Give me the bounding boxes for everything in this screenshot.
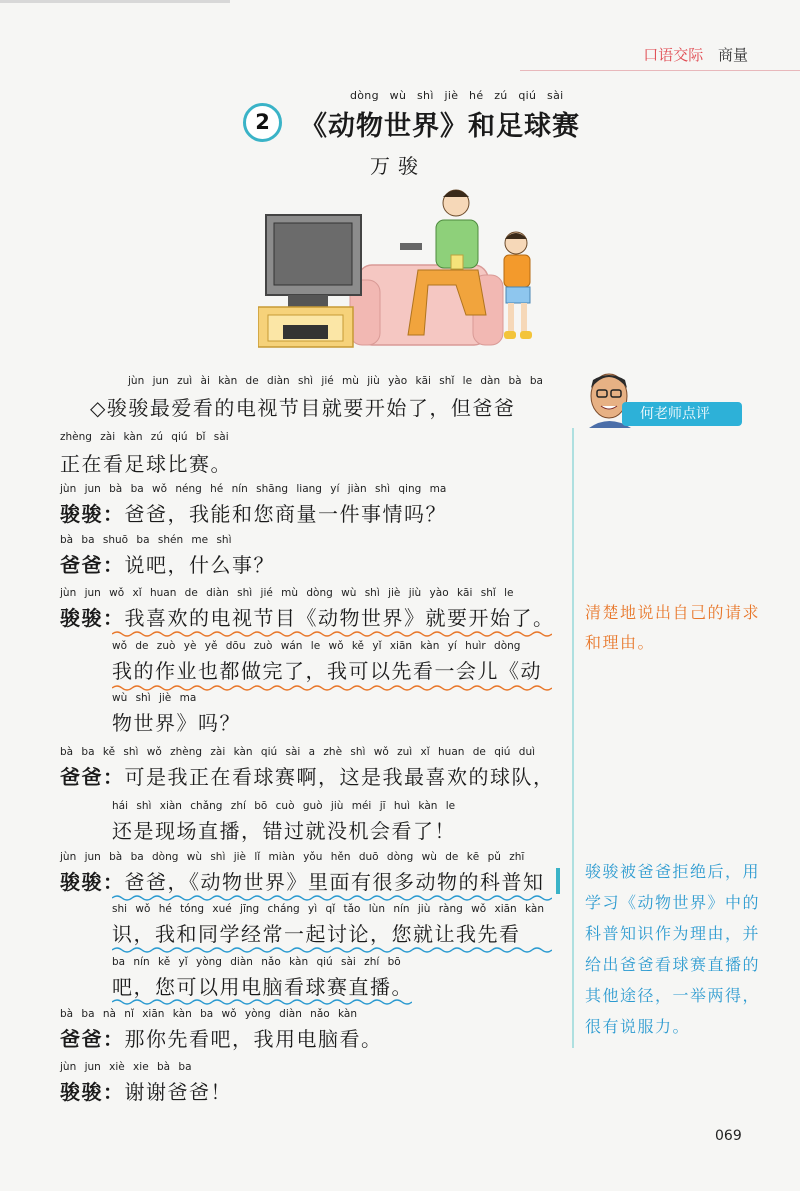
pinyin-line-6: wǒ de zuò yè yě dōu zuò wán le wǒ kě yǐ xiān kàn yí huìr dòng [112,640,521,652]
pinyin-line-12: ba nín kě yǐ yòng diàn nǎo kàn qiú sài zhí bō [112,956,401,968]
speech-text: 谢谢爸爸！ [124,1080,232,1104]
header-subsection: 商量 [717,46,748,64]
pinyin-line-7: wù shì jiè ma [112,692,197,704]
dialogue-line-11: 识，我和同学经常一起讨论，您就让我先看 [112,922,521,946]
page-number: 069 [715,1128,742,1144]
speech-text: 爸爸，《动物世界》里面有很多动物的科普知 [124,870,545,894]
header-section: 口语交际 [643,46,704,64]
speech-text: 可是我正在看球赛啊，这是我最喜欢的球队， [124,765,555,789]
dialogue-line-3 [60,498,447,527]
speaker-label: 爸爸： [60,765,125,789]
speaker-label: 骏骏： [60,502,125,526]
dialogue-line-14 [60,1076,232,1105]
speaker-label: 骏骏： [60,1080,125,1104]
comment-blue: 骏骏被爸爸拒绝后，用学习《动物世界》中的科普知识作为理由，并给出爸爸看球赛直播的其他途径，一举两得，很有说服力。 [585,862,761,1036]
pinyin-line-4: bà ba shuō ba shén me shì [60,534,232,546]
top-edge-bar [0,0,230,3]
speech-text: 我喜欢的电视节目《动物世界》就要开始了。 [124,606,555,630]
pinyin-line-10: jùn jun bà ba dòng wù shì jiè lǐ miàn yǒu hěn duō dòng wù de kē pǔ zhī [60,851,525,863]
blue-wavy-underline [112,998,412,1006]
speaker-label: 骏骏： [60,606,125,630]
dialogue-line-13 [60,1023,383,1052]
narration-line-2: 正在看足球比赛。 [60,452,232,476]
speaker-label: 爸爸： [60,553,125,577]
speech-text: 爸爸，我能和您商量一件事情吗？ [124,502,447,526]
pinyin-line-11: shi wǒ hé tóng xué jīng cháng yì qǐ tǎo lùn nín jiù ràng wǒ xiān kàn [112,903,545,915]
dialogue-line-9: 还是现场直播，错过就没机会看了！ [112,819,456,843]
pinyin-line-2: zhèng zài kàn zú qiú bǐ sài [60,431,229,443]
sidebar-divider [572,428,574,1048]
dialogue-line-4 [60,549,275,578]
title-pinyin: dòng wù shì jiè hé zú qiú sài [350,89,564,102]
page-title: 《动物世界》和足球赛 [300,111,580,142]
narration-line-1: ◇骏骏最爱看的电视节目就要开始了，但爸爸 [90,396,516,420]
orange-wavy-underline [112,684,552,692]
pinyin-line-14: jùn jun xiè xie bà ba [60,1061,192,1073]
speech-text: 说吧，什么事？ [124,553,275,577]
author-name: 万骏 [370,154,426,178]
pinyin-line-5: jùn jun wǒ xǐ huan de diàn shì jié mù dòng wù shì jiè jiù yào kāi shǐ le [60,587,514,599]
tv-family-illustration [258,185,558,355]
dialogue-line-12: 吧，您可以用电脑看球赛直播。 [112,975,413,999]
lesson-number: 2 [243,103,282,142]
dialogue-line-5 [60,602,555,631]
orange-wavy-underline [112,630,552,638]
pinyin-line-9: hái shì xiàn chǎng zhí bō cuò guò jiù méi jī huì kàn le [112,800,456,812]
teacher-comment-badge: 何老师点评 [622,402,742,426]
page-header [643,44,748,65]
header-rule [520,70,800,71]
dialogue-line-10 [60,866,545,895]
pinyin-line-13: bà ba nà nǐ xiān kàn ba wǒ yòng diàn nǎo kàn [60,1008,358,1020]
pinyin-line-8: bà ba kě shì wǒ zhèng zài kàn qiú sài a zhè shì wǒ zuì xǐ huan de qiú duì [60,746,536,758]
speech-text: 那你先看吧，我用电脑看。 [124,1027,383,1051]
pinyin-line-1: jùn jun zuì ài kàn de diàn shì jié mù jiù yào kāi shǐ le dàn bà ba [128,375,543,387]
dialogue-line-8 [60,761,555,790]
pinyin-line-3: jùn jun bà ba wǒ néng hé nín shāng liang yí jiàn shì qing ma [60,483,447,495]
dialogue-line-6: 我的作业也都做完了，我可以先看一会儿《动 [112,659,542,683]
blue-wavy-underline [112,946,552,954]
speaker-label: 骏骏： [60,870,125,894]
speaker-label: 爸爸： [60,1027,125,1051]
comment-orange: 清楚地说出自己的请求和理由。 [585,603,761,652]
blue-end-bar [556,868,560,894]
dialogue-line-7: 物世界》吗？ [112,711,241,735]
blue-wavy-underline [112,894,552,902]
